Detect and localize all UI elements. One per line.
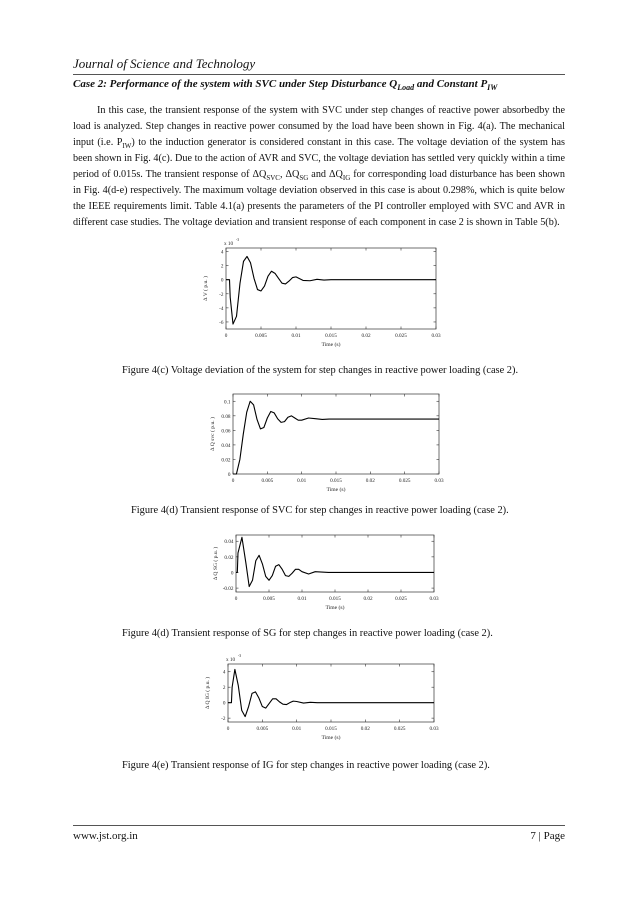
heading-sub-load: Load <box>397 83 415 93</box>
page-number: 7 | Page <box>530 830 565 842</box>
figure-svc-response <box>193 386 451 499</box>
y-tick-label: 2 <box>222 685 226 692</box>
x-tick-label: 0.03 <box>429 596 439 602</box>
x-tick-label: 0.015 <box>325 726 337 732</box>
y-tick-label: -0.02 <box>222 586 234 593</box>
plot-frame <box>233 394 439 474</box>
para-part-2: ) to the induction generator is considered constant in this case. The voltage deviation of the system has been shown in Fig. 4(c). Due to the action of AVR and SVC, the voltage deviation has settled very quickly within a time period of 0.015s. The transient response of ΔQ <box>73 137 565 180</box>
y-tick-label: 0.1 <box>224 399 231 406</box>
x-tick-label: 0.02 <box>363 596 373 602</box>
axis-scale-exponent: -3 <box>238 654 242 658</box>
y-tick-label: 0 <box>230 570 234 577</box>
caption-fig-4d-svc: Figure 4(d) Transient response of SVC for step changes in reactive power loading (case 2). <box>131 505 509 516</box>
x-tick-label: 0.005 <box>255 333 267 339</box>
plot-frame <box>228 664 434 722</box>
x-tick-label: 0.015 <box>329 596 341 602</box>
figure-sg-response <box>196 530 446 614</box>
y-tick-label: 0 <box>220 277 224 284</box>
x-tick-label: 0.025 <box>393 726 406 732</box>
y-tick-label: 0 <box>227 472 231 478</box>
caption-fig-4e: Figure 4(e) Transient response of IG for step changes in reactive power loading (case 2). <box>122 760 490 771</box>
x-tick-label: 0.025 <box>395 596 407 602</box>
caption-fig-4c: Figure 4(c) Voltage deviation of the system for step changes in reactive power loading (case 2). <box>122 365 519 376</box>
para-part-1: In this case, the transient response of the system with SVC under step changes of reactive power absorbedby the load is analyzed. Step changes in reactive power consumed by the load have been shown in Fig. 4(a). The mechanical input (i.e. P <box>73 105 565 148</box>
y-tick-label: 0.04 <box>221 442 231 449</box>
y-tick-label: 0.06 <box>221 428 231 435</box>
para-sub-ig: IG <box>342 174 351 183</box>
x-tick-label: 0.01 <box>291 333 301 339</box>
x-tick-label: 0.02 <box>365 478 375 484</box>
axis-scale-exponent: -3 <box>236 238 240 242</box>
heading-text-2: and Constant P <box>414 78 488 90</box>
y-tick-label: 4 <box>222 669 226 676</box>
axis-scale-factor: x 10 <box>226 657 236 663</box>
voltage-deviation-chart <box>186 236 448 353</box>
series-line <box>228 669 434 716</box>
y-tick-label: 0.08 <box>221 413 231 420</box>
para-sub-sg: SG <box>299 174 309 183</box>
para-part-4: and ΔQ <box>308 169 343 180</box>
series-line <box>233 401 439 474</box>
x-tick-label: 0 <box>234 596 238 602</box>
para-part-3: , ΔQ <box>279 169 300 180</box>
y-tick-label: 0.02 <box>221 457 231 464</box>
header-rule <box>73 74 565 75</box>
y-tick-label: 2 <box>220 263 224 270</box>
footer-rule <box>73 825 565 826</box>
footer-url: www.jst.org.in <box>73 830 138 842</box>
x-tick-label: 0.03 <box>429 726 439 732</box>
x-tick-label: 0.03 <box>434 478 444 484</box>
y-axis-label: Δ Q IG ( p.u. ) <box>205 676 211 710</box>
x-axis-label: Time (s) <box>321 342 341 348</box>
x-axis-label: Time (s) <box>326 487 346 493</box>
y-tick-label: 4 <box>220 249 224 256</box>
caption-fig-4d-sg: Figure 4(d) Transient response of SG for step changes in reactive power loading (case 2). <box>122 628 493 639</box>
figure-ig-response <box>190 650 446 746</box>
x-tick-label: 0 <box>231 478 235 484</box>
y-tick-label: -2 <box>221 716 226 723</box>
x-tick-label: 0.005 <box>263 596 275 602</box>
figure-voltage-deviation <box>186 236 448 353</box>
series-line <box>236 537 434 586</box>
x-tick-label: 0.025 <box>398 478 411 484</box>
y-tick-label: -4 <box>219 305 224 312</box>
x-tick-label: 0.005 <box>261 478 274 484</box>
x-tick-label: 0.01 <box>297 478 307 484</box>
x-tick-label: 0.015 <box>325 333 337 339</box>
x-tick-label: 0 <box>226 726 230 732</box>
x-tick-label: 0.03 <box>431 333 441 339</box>
x-tick-label: 0.01 <box>297 596 307 602</box>
x-tick-label: 0.01 <box>292 726 302 732</box>
journal-title: Journal of Science and Technology <box>73 56 256 71</box>
y-axis-label: Δ Q SG ( p.u. ) <box>213 546 219 581</box>
y-tick-label: 0.02 <box>224 554 234 561</box>
y-axis-label: Δ Q svc ( p.u. ) <box>210 417 216 451</box>
x-tick-label: 0.025 <box>395 333 407 339</box>
sg-response-chart <box>196 530 446 614</box>
body-paragraph <box>73 103 565 231</box>
plot-frame <box>236 535 434 592</box>
heading-text-1: Case 2: Performance of the system with SVC under Step Disturbance Q <box>73 78 398 90</box>
x-tick-label: 0.02 <box>360 726 370 732</box>
x-tick-label: 0.005 <box>256 726 269 732</box>
axis-scale-factor: x 10 <box>224 241 234 247</box>
y-tick-label: -2 <box>219 291 224 298</box>
para-sub-iw: IW <box>122 142 132 151</box>
para-part-5: for corresponding load disturbance has been shown in Fig. 4(d-e) respectively. The maximum voltage deviation observed in this case is about 0.298%, which is quite below the IEEE requirements limit. Table 4.1(a) presents the parameters of the PI controller employed with SVC and AVR in different case studies. The voltage deviation and transient response of each component in case 2 is shown in Table 5(b). <box>73 169 565 228</box>
y-tick-label: 0 <box>222 700 226 707</box>
heading-sub-iw: IW <box>487 83 498 93</box>
svc-response-chart <box>193 386 451 499</box>
para-sub-svc: SVC <box>266 174 280 183</box>
x-tick-label: 0 <box>224 333 228 339</box>
y-tick-label: -6 <box>219 319 224 326</box>
y-tick-label: 0.04 <box>224 539 234 546</box>
ig-response-chart <box>190 650 446 746</box>
x-tick-label: 0.015 <box>330 478 342 484</box>
series-line <box>226 256 436 324</box>
x-axis-label: Time (s) <box>321 735 341 741</box>
y-axis-label: Δ V ( p.u. ) <box>203 276 209 301</box>
x-tick-label: 0.02 <box>361 333 371 339</box>
x-axis-label: Time (s) <box>325 605 345 611</box>
section-heading <box>73 78 497 92</box>
